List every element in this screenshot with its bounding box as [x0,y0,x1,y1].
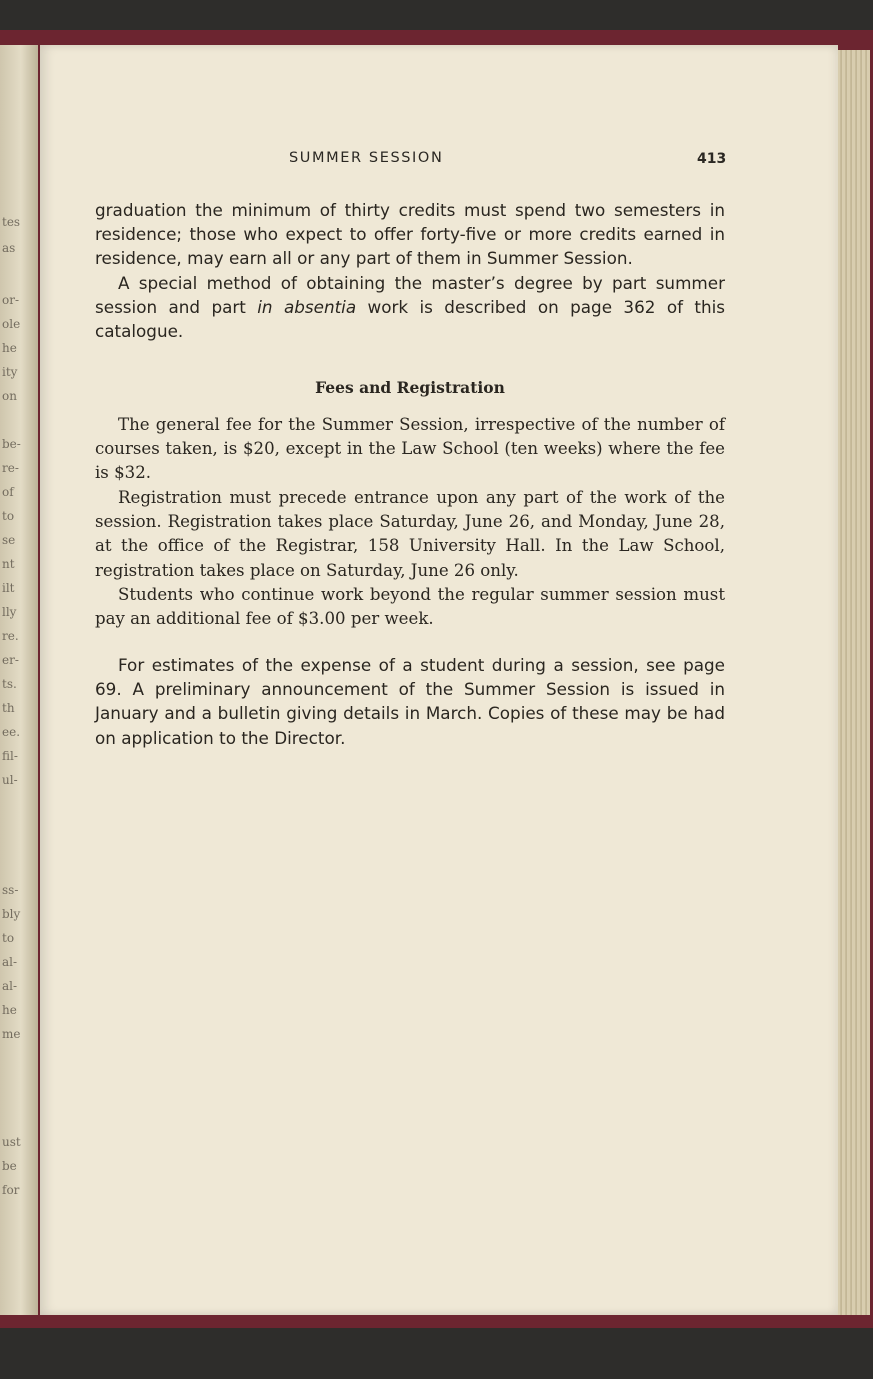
bleed-fragment: ss- [2,883,19,897]
bleed-fragment: se [2,533,16,547]
bleed-fragment: to [2,509,15,523]
bleed-fragment: ts. [2,677,17,691]
bleed-fragment: me [2,1027,21,1041]
bleed-fragment: be [2,1159,17,1173]
bleed-fragment: he [2,341,17,355]
bleed-fragment: of [2,485,14,499]
paragraph-masters-text: A special method of obtaining the master’s degree by part summer session and part [95,272,725,317]
section-heading: Fees and Registration [315,378,505,397]
bleed-fragment: nt [2,557,15,571]
paragraph-masters-degree [95,271,725,344]
text-block-registration [95,486,725,631]
bleed-fragment: to [2,931,15,945]
bleed-fragment: he [2,1003,17,1017]
running-head: SUMMER SESSION [289,150,444,166]
page-stack-edge [838,50,870,1315]
paragraph-registration: Registration must precede entrance upon any part of the work of the session. Registration takes place Saturday, June 26, and Monday, June 28, at the office of the Registrar, 158 University Hall. In the Law School, registration takes place on Saturday, June 26 only. [95,488,725,580]
text-block-estimates [95,653,725,750]
bleed-fragment: re- [2,461,19,475]
bleed-fragment: be- [2,437,21,451]
bleed-fragment: tes [2,215,21,229]
bleed-fragment: for [2,1183,20,1197]
text-block-residence [95,198,725,343]
bleed-fragment: ilt [2,581,15,595]
paragraph-masters-text-end: work is described on page 362 of this catalogue. [95,296,726,342]
bleed-fragment: re. [2,629,19,643]
paragraph-additional-fee: Students who continue work beyond the regular summer session must pay an additional fee of $3.00 per week. [95,584,725,629]
bleed-fragment: ul- [2,773,18,787]
bleed-fragment: ust [2,1135,21,1149]
paragraph-estimates: For estimates of the expense of a student during a session, see page 69. A preliminary announcement of the Summer Session is issued in January and a bulletin giving details in March. Copies of these may be had on application to the Director. [95,655,725,748]
bleed-fragment: ee. [2,725,21,739]
bleed-fragment: al- [2,979,18,993]
left-page-edge [0,45,38,1315]
bleed-fragment: th [2,701,15,715]
bleed-fragment: fil- [2,749,18,763]
bleed-fragment: ole [2,317,21,331]
bleed-fragment: or- [2,293,20,307]
bleed-fragment: ity [2,365,18,379]
paragraph-general-fee: The general fee for the Summer Session, irrespective of the number of courses taken, is $20, except in the Law School (ten weeks) where the fee is $32. [95,415,725,483]
page-number: 413 [697,151,727,167]
paragraph-residence: graduation the minimum of thirty credits must spend two semesters in residence; those who expect to offer forty-five or more credits earned in residence, may earn all or any part of them in Summer Session. [95,200,725,269]
text-block-general-fee [95,413,725,486]
bleed-fragment: as [2,241,16,255]
bleed-fragment: al- [2,955,18,969]
bleed-fragment: lly [2,605,17,619]
bleed-fragment: er- [2,653,19,667]
in-absentia-emphasis: in absentia [257,296,357,317]
bleed-fragment: bly [2,907,21,921]
bleed-fragment: on [2,389,17,403]
